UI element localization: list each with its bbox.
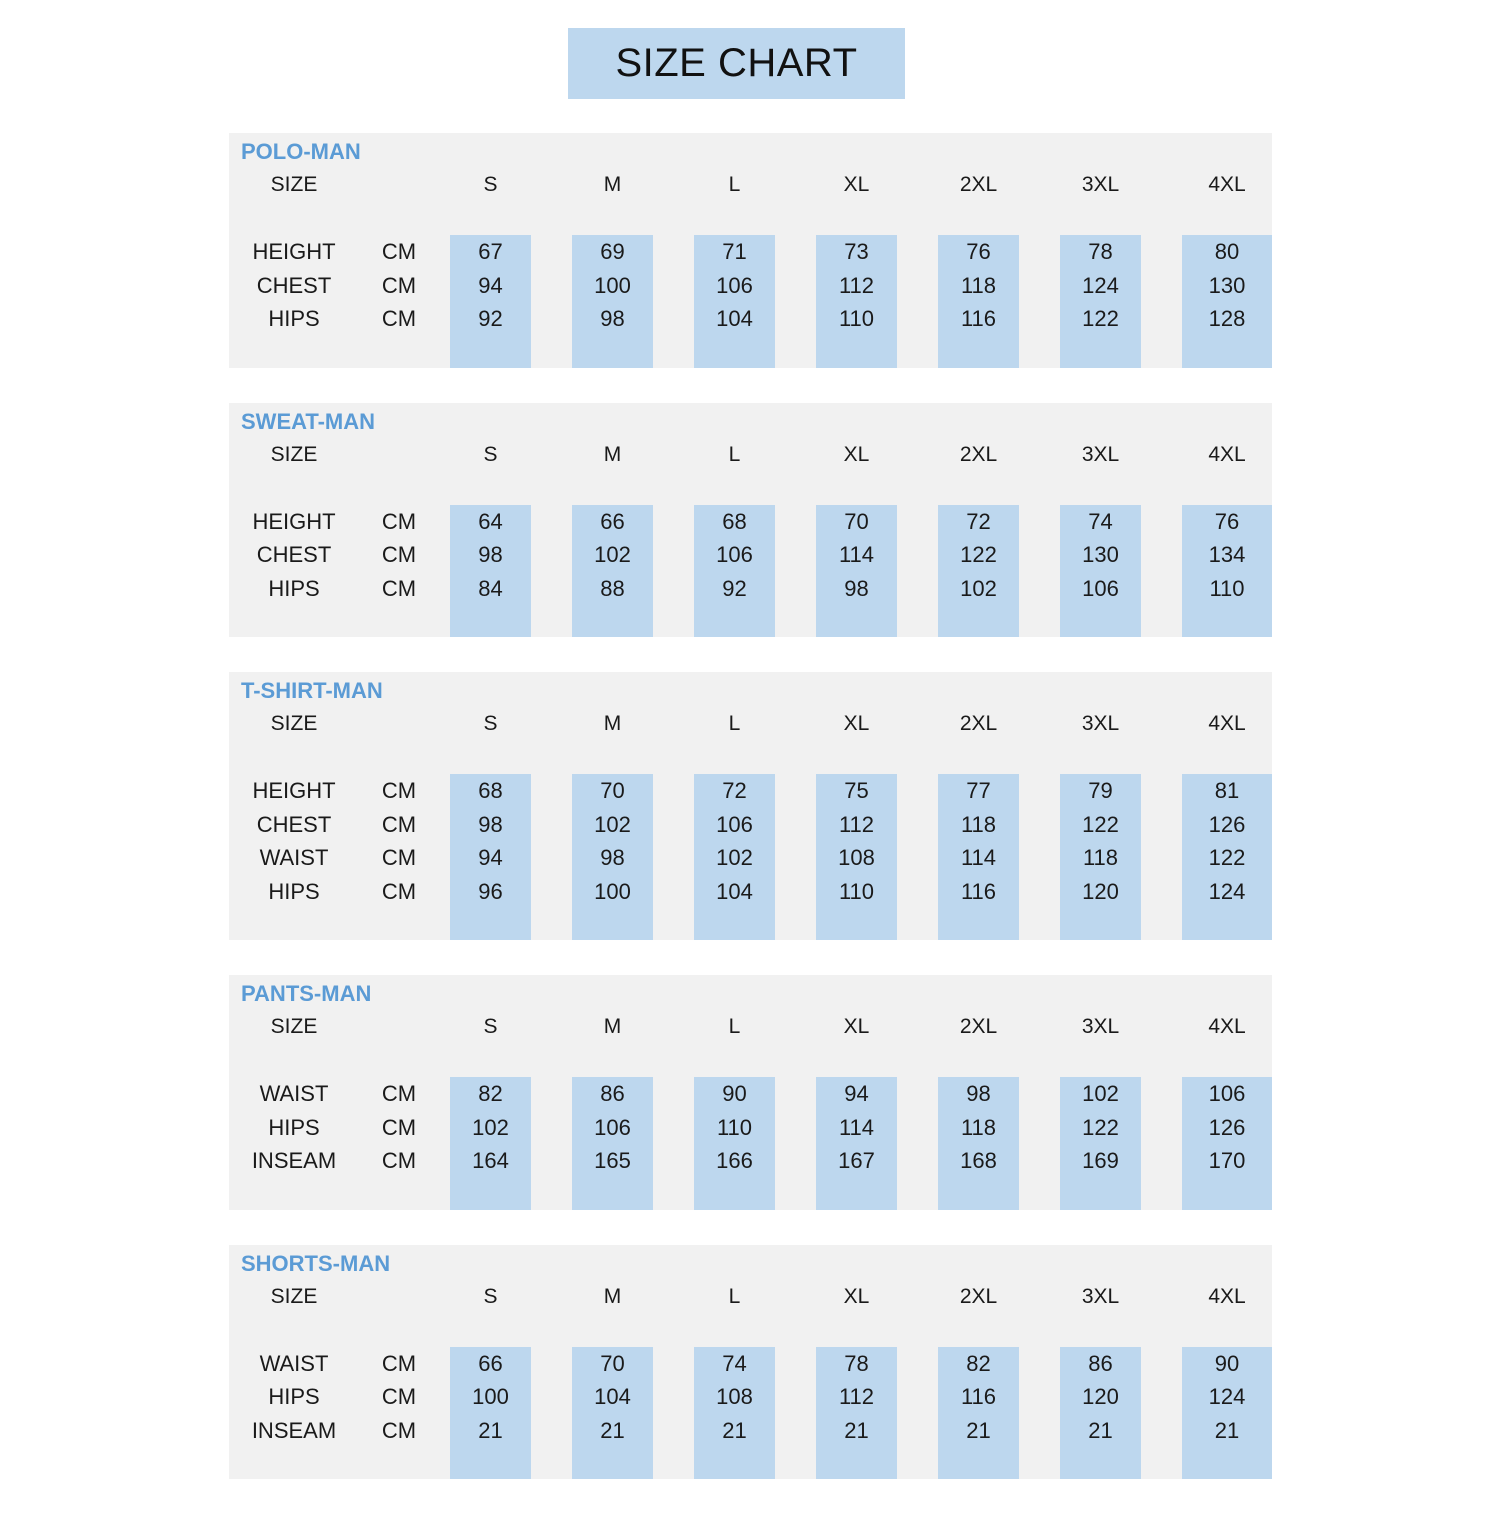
shorts-man-row-waist-value: 86 [1088, 1350, 1113, 1376]
sweat-man-row-chest-value: 122 [960, 542, 997, 567]
sweat-man-row-hips-label: HIPS [268, 575, 320, 601]
polo-man-row-height-label: HEIGHT [252, 239, 336, 264]
sweat-man-row-chest-label: CHEST [256, 542, 332, 567]
size-header-row-pants-man-value: 2XL [959, 1015, 998, 1038]
data-rows-pants-man [229, 1077, 1272, 1178]
polo-man-row-chest [229, 269, 1272, 303]
size-header-row-pants-man-value: 3XL [1081, 1015, 1120, 1038]
t-shirt-man-row-chest-label: CHEST [256, 811, 332, 837]
size-header-row-sweat-man-value: XL [843, 442, 870, 466]
size-header-row-t-shirt-man-unit [359, 711, 439, 737]
data-rows-sweat-man [229, 505, 1272, 606]
size-header-row-t-shirt-man-value: S [483, 712, 498, 735]
shorts-man-row-inseam-value: 21 [478, 1417, 503, 1443]
polo-man-row-height-unit: CM [381, 239, 417, 264]
polo-man-row-hips-value: 116 [960, 306, 997, 331]
size-header-row-polo-man [229, 172, 1272, 198]
shorts-man-row-waist-value: 90 [1214, 1350, 1240, 1376]
t-shirt-man-row-hips-unit: CM [381, 878, 417, 904]
pants-man-row-inseam-unit: CM [381, 1148, 417, 1173]
t-shirt-man-row-chest-value: 102 [594, 811, 631, 837]
section-title-pants-man: PANTS-MAN [241, 981, 372, 1006]
pants-man-row-hips-value: 122 [1082, 1114, 1119, 1140]
polo-man-row-height-value: 76 [966, 239, 991, 264]
pants-man-row-inseam-value: 166 [716, 1148, 753, 1173]
size-header-row-shorts-man-value: XL [843, 1284, 870, 1308]
shorts-man-row-inseam [229, 1414, 1272, 1448]
pants-man-row-hips-value: 114 [838, 1114, 875, 1140]
pants-man-row-waist [229, 1077, 1272, 1111]
pants-man-row-hips-unit: CM [381, 1114, 417, 1140]
sweat-man-row-height-value: 70 [844, 508, 869, 534]
t-shirt-man-row-hips-label: HIPS [268, 878, 320, 904]
pants-man-row-inseam-value: 169 [1082, 1148, 1119, 1173]
t-shirt-man-row-waist [229, 841, 1272, 875]
shorts-man-row-inseam-value: 21 [722, 1417, 747, 1443]
polo-man-row-hips-label: HIPS [268, 306, 320, 331]
pants-man-row-inseam-label: INSEAM [251, 1148, 337, 1173]
size-header-row-sweat-man-value: M [603, 442, 622, 466]
polo-man-row-hips-value: 92 [478, 306, 503, 331]
pants-man-row-inseam-value: 167 [838, 1148, 875, 1173]
polo-man-row-hips-value: 128 [1208, 306, 1246, 331]
size-header-row-polo-man-value: S [483, 173, 498, 196]
sweat-man-row-chest-value: 106 [716, 542, 753, 567]
size-header-row-pants-man-value: L [728, 1015, 741, 1038]
t-shirt-man-row-hips-value: 110 [838, 878, 875, 904]
t-shirt-man-row-chest-unit: CM [381, 811, 417, 837]
size-header-row-t-shirt-man-value: 2XL [959, 712, 998, 735]
size-header-row-pants-man-value: 4XL [1208, 1015, 1246, 1038]
sweat-man-row-height-value: 72 [966, 508, 991, 534]
shorts-man-row-waist [229, 1347, 1272, 1381]
size-header-row-sweat-man [229, 442, 1272, 468]
size-header-row-shorts-man-value: 3XL [1081, 1284, 1120, 1308]
pants-man-row-hips-value: 106 [594, 1114, 631, 1140]
section-pants-man [229, 975, 1272, 1210]
polo-man-row-chest-value: 106 [716, 272, 753, 298]
shorts-man-row-waist-value: 74 [722, 1350, 747, 1376]
polo-man-row-chest-value: 124 [1082, 272, 1119, 298]
sweat-man-row-chest [229, 538, 1272, 572]
shorts-man-row-inseam-label: INSEAM [251, 1417, 337, 1443]
size-header-row-t-shirt-man-value: M [603, 712, 622, 735]
pants-man-row-waist-value: 90 [722, 1081, 747, 1106]
shorts-man-row-waist-value: 78 [844, 1350, 869, 1376]
t-shirt-man-row-waist-value: 118 [1082, 845, 1119, 870]
t-shirt-man-row-height-value: 79 [1088, 778, 1113, 803]
pants-man-row-waist-unit: CM [381, 1081, 417, 1106]
polo-man-row-chest-value: 118 [960, 272, 997, 298]
sweat-man-row-hips-value: 102 [960, 575, 997, 601]
sweat-man-row-height-value: 64 [478, 508, 503, 534]
sweat-man-row-chest-unit: CM [381, 542, 417, 567]
shorts-man-row-inseam-unit: CM [381, 1417, 417, 1443]
polo-man-row-chest-value: 94 [478, 272, 503, 298]
sweat-man-row-height-label: HEIGHT [252, 508, 336, 534]
sweat-man-row-chest-value: 98 [478, 542, 503, 567]
size-header-row-shorts-man-unit [359, 1284, 439, 1310]
size-header-row-pants-man-label: SIZE [270, 1015, 318, 1038]
pants-man-row-inseam-value: 165 [594, 1148, 631, 1173]
t-shirt-man-row-hips [229, 875, 1272, 909]
t-shirt-man-row-waist-value: 102 [716, 845, 753, 870]
size-chart-title-text: SIZE CHART [615, 41, 858, 85]
shorts-man-row-hips [229, 1380, 1272, 1414]
shorts-man-row-hips-value: 112 [838, 1384, 875, 1409]
data-rows-polo-man [229, 235, 1272, 336]
t-shirt-man-row-hips-value: 100 [594, 878, 631, 904]
size-header-row-polo-man-value: XL [843, 173, 870, 196]
t-shirt-man-row-waist-value: 114 [960, 845, 997, 870]
shorts-man-row-inseam-value: 21 [844, 1417, 869, 1443]
t-shirt-man-row-waist-label: WAIST [259, 845, 329, 870]
size-header-row-pants-man-value: S [483, 1015, 498, 1038]
t-shirt-man-row-hips-value: 116 [960, 878, 997, 904]
shorts-man-row-hips-unit: CM [381, 1384, 417, 1409]
data-rows-t-shirt-man [229, 774, 1272, 908]
size-header-row-pants-man-unit [359, 1014, 439, 1040]
size-header-row-t-shirt-man [229, 711, 1272, 737]
t-shirt-man-row-height-value: 75 [844, 778, 869, 803]
shorts-man-row-hips-value: 116 [960, 1384, 997, 1409]
size-header-row-sweat-man-value: L [728, 442, 741, 466]
section-sweat-man [229, 403, 1272, 638]
t-shirt-man-row-height-unit: CM [381, 778, 417, 803]
t-shirt-man-row-hips-value: 124 [1208, 878, 1246, 904]
shorts-man-row-hips-value: 108 [716, 1384, 753, 1409]
t-shirt-man-row-height-label: HEIGHT [252, 778, 336, 803]
pants-man-row-waist-value: 86 [600, 1081, 625, 1106]
size-header-row-sweat-man-value: 3XL [1081, 442, 1120, 466]
data-rows-shorts-man [229, 1347, 1272, 1448]
size-header-row-polo-man-label: SIZE [270, 173, 318, 196]
shorts-man-row-waist-unit: CM [381, 1350, 417, 1376]
pants-man-row-hips-label: HIPS [268, 1114, 320, 1140]
size-header-row-pants-man-value: M [603, 1015, 622, 1038]
size-header-row-pants-man-value: XL [843, 1015, 870, 1038]
size-header-row-t-shirt-man-value: L [728, 712, 741, 735]
sweat-man-row-hips-value: 84 [478, 575, 503, 601]
size-header-row-t-shirt-man-value: 4XL [1208, 712, 1246, 735]
size-header-row-sweat-man-unit [359, 442, 439, 468]
sweat-man-row-chest-value: 102 [594, 542, 631, 567]
t-shirt-man-row-height-value: 68 [478, 778, 503, 803]
t-shirt-man-row-height-value: 81 [1214, 778, 1240, 803]
polo-man-row-chest-value: 112 [838, 272, 875, 298]
polo-man-row-height-value: 73 [844, 239, 869, 264]
size-header-row-shorts-man-label: SIZE [270, 1284, 318, 1308]
polo-man-row-hips-value: 110 [838, 306, 875, 331]
t-shirt-man-row-waist-value: 94 [478, 845, 503, 870]
t-shirt-man-row-waist-unit: CM [381, 845, 417, 870]
t-shirt-man-row-chest-value: 118 [960, 811, 997, 837]
sweat-man-row-height-unit: CM [381, 508, 417, 534]
polo-man-row-hips [229, 302, 1272, 336]
pants-man-row-hips-value: 126 [1208, 1114, 1246, 1140]
size-header-row-polo-man-unit [359, 172, 439, 198]
pants-man-row-hips-value: 110 [716, 1114, 753, 1140]
size-header-row-polo-man-value: 2XL [959, 173, 998, 196]
pants-man-row-hips [229, 1111, 1272, 1145]
t-shirt-man-row-chest [229, 808, 1272, 842]
sweat-man-row-hips-value: 110 [1209, 575, 1245, 601]
size-header-row-shorts-man-value: M [603, 1284, 622, 1308]
size-header-row-polo-man-value: 3XL [1081, 173, 1120, 196]
section-title-shorts-man: SHORTS-MAN [241, 1250, 391, 1276]
sweat-man-row-hips-value: 92 [722, 575, 747, 601]
size-header-row-sweat-man-label: SIZE [270, 442, 318, 466]
size-header-row-t-shirt-man-value: 3XL [1081, 712, 1120, 735]
size-header-row-shorts-man-value: S [483, 1284, 498, 1308]
section-shorts-man [229, 1245, 1272, 1480]
t-shirt-man-row-chest-value: 112 [838, 811, 875, 837]
shorts-man-row-hips-value: 104 [594, 1384, 631, 1409]
polo-man-row-height-value: 67 [478, 239, 503, 264]
t-shirt-man-row-chest-value: 98 [478, 811, 503, 837]
polo-man-row-hips-unit: CM [381, 306, 417, 331]
t-shirt-man-row-height [229, 774, 1272, 808]
polo-man-row-chest-value: 100 [594, 272, 631, 298]
pants-man-row-waist-label: WAIST [259, 1081, 329, 1106]
size-header-row-polo-man-value: 4XL [1208, 173, 1246, 196]
size-header-row-shorts-man [229, 1284, 1272, 1310]
size-header-row-pants-man [229, 1014, 1272, 1040]
pants-man-row-waist-value: 98 [966, 1081, 991, 1106]
size-header-row-shorts-man-value: L [728, 1284, 741, 1308]
size-header-row-polo-man-value: L [728, 173, 741, 196]
size-chart-sections [229, 133, 1272, 1514]
t-shirt-man-row-hips-value: 104 [716, 878, 753, 904]
section-polo-man [229, 133, 1272, 368]
section-title-polo-man: POLO-MAN [241, 139, 361, 164]
t-shirt-man-row-chest-value: 122 [1082, 811, 1119, 837]
shorts-man-row-hips-value: 120 [1082, 1384, 1119, 1409]
size-header-row-t-shirt-man-value: XL [843, 712, 870, 735]
pants-man-row-inseam [229, 1144, 1272, 1178]
polo-man-row-hips-value: 122 [1082, 306, 1119, 331]
sweat-man-row-chest-value: 114 [838, 542, 875, 567]
polo-man-row-height-value: 78 [1088, 239, 1113, 264]
sweat-man-row-height [229, 505, 1272, 539]
sweat-man-row-hips-value: 98 [844, 575, 869, 601]
shorts-man-row-hips-value: 100 [472, 1384, 509, 1409]
size-chart-title [568, 28, 905, 99]
size-header-row-shorts-man-value: 4XL [1208, 1284, 1246, 1308]
polo-man-row-height-value: 80 [1214, 239, 1240, 264]
pants-man-row-hips-value: 118 [960, 1114, 997, 1140]
t-shirt-man-row-height-value: 77 [966, 778, 991, 803]
polo-man-row-chest-label: CHEST [256, 272, 332, 298]
shorts-man-row-inseam-value: 21 [1088, 1417, 1113, 1443]
sweat-man-row-hips-value: 88 [600, 575, 625, 601]
polo-man-row-height [229, 235, 1272, 269]
t-shirt-man-row-waist-value: 98 [600, 845, 625, 870]
polo-man-row-hips-value: 104 [716, 306, 753, 331]
pants-man-row-waist-value: 106 [1208, 1081, 1246, 1106]
shorts-man-row-inseam-value: 21 [1214, 1417, 1240, 1443]
section-title-sweat-man: SWEAT-MAN [241, 408, 376, 434]
sweat-man-row-chest-value: 130 [1082, 542, 1119, 567]
size-header-row-shorts-man-value: 2XL [959, 1284, 998, 1308]
t-shirt-man-row-chest-value: 126 [1208, 811, 1246, 837]
t-shirt-man-row-hips-value: 120 [1082, 878, 1119, 904]
t-shirt-man-row-hips-value: 96 [478, 878, 503, 904]
pants-man-row-inseam-value: 170 [1208, 1148, 1246, 1173]
polo-man-row-height-value: 69 [600, 239, 625, 264]
shorts-man-row-hips-value: 124 [1208, 1384, 1246, 1409]
section-t-shirt-man [229, 672, 1272, 940]
shorts-man-row-hips-label: HIPS [268, 1384, 320, 1409]
pants-man-row-waist-value: 94 [844, 1081, 869, 1106]
pants-man-row-waist-value: 82 [478, 1081, 503, 1106]
polo-man-row-height-value: 71 [722, 239, 747, 264]
size-header-row-sweat-man-value: 2XL [959, 442, 998, 466]
shorts-man-row-waist-value: 70 [600, 1350, 625, 1376]
sweat-man-row-hips [229, 572, 1272, 606]
pants-man-row-waist-value: 102 [1082, 1081, 1119, 1106]
shorts-man-row-inseam-value: 21 [600, 1417, 625, 1443]
size-header-row-t-shirt-man-label: SIZE [270, 712, 318, 735]
shorts-man-row-waist-label: WAIST [259, 1350, 329, 1376]
section-title-t-shirt-man: T-SHIRT-MAN [241, 678, 383, 703]
polo-man-row-chest-value: 130 [1208, 272, 1246, 298]
t-shirt-man-row-waist-value: 122 [1208, 845, 1246, 870]
sweat-man-row-height-value: 76 [1214, 508, 1240, 534]
shorts-man-row-waist-value: 66 [478, 1350, 503, 1376]
shorts-man-row-inseam-value: 21 [966, 1417, 991, 1443]
sweat-man-row-height-value: 66 [600, 508, 625, 534]
t-shirt-man-row-height-value: 70 [600, 778, 625, 803]
polo-man-row-chest-unit: CM [381, 272, 417, 298]
sweat-man-row-height-value: 68 [722, 508, 747, 534]
size-header-row-sweat-man-value: 4XL [1208, 442, 1246, 466]
sweat-man-row-hips-value: 106 [1082, 575, 1119, 601]
size-header-row-polo-man-value: M [603, 173, 622, 196]
t-shirt-man-row-chest-value: 106 [716, 811, 753, 837]
polo-man-row-hips-value: 98 [600, 306, 625, 331]
sweat-man-row-chest-value: 134 [1208, 542, 1246, 567]
t-shirt-man-row-waist-value: 108 [838, 845, 875, 870]
pants-man-row-inseam-value: 168 [960, 1148, 997, 1173]
sweat-man-row-hips-unit: CM [381, 575, 417, 601]
shorts-man-row-waist-value: 82 [966, 1350, 991, 1376]
pants-man-row-hips-value: 102 [472, 1114, 509, 1140]
pants-man-row-inseam-value: 164 [472, 1148, 509, 1173]
size-header-row-sweat-man-value: S [483, 442, 498, 466]
t-shirt-man-row-height-value: 72 [722, 778, 747, 803]
sweat-man-row-height-value: 74 [1088, 508, 1113, 534]
